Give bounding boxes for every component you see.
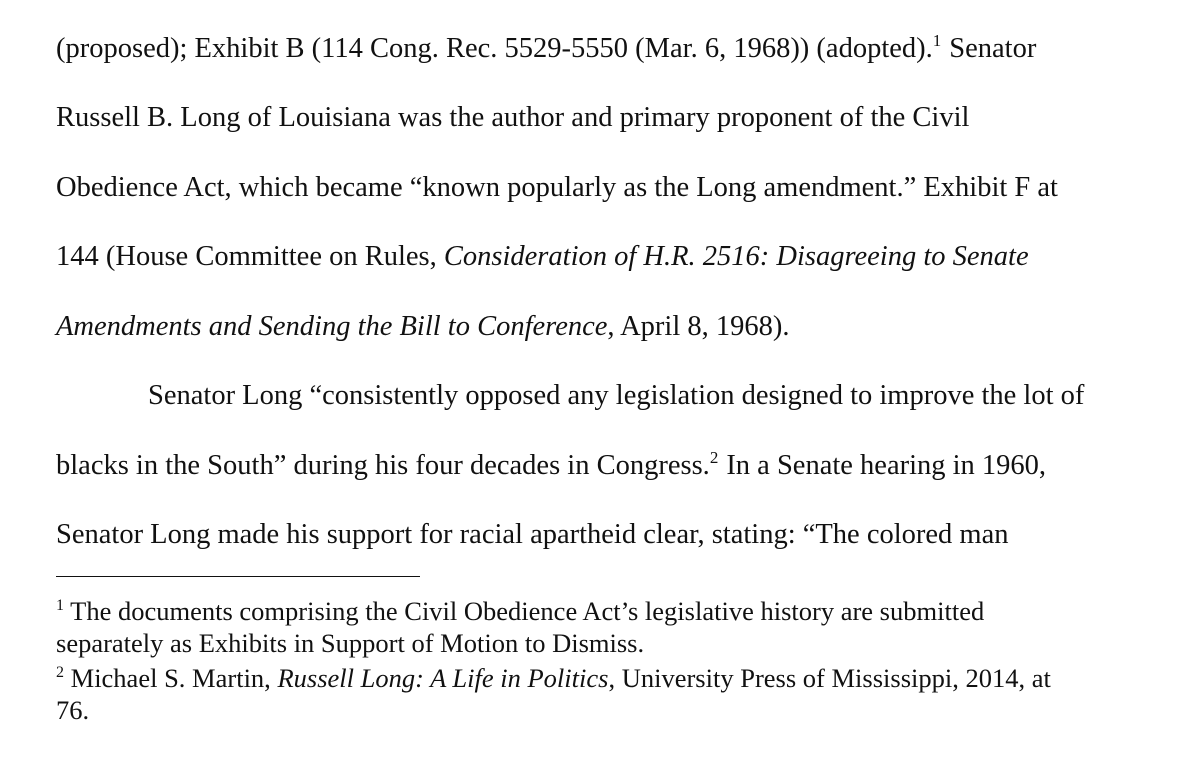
footnote-reference[interactable]: 2 [709,448,719,467]
body-line [56,310,790,344]
footnote-1 [56,596,984,626]
footnote-1-continued [56,628,644,658]
footnote-text: Michael S. Martin, [64,663,278,693]
body-text: (proposed); Exhibit B (114 Cong. Rec. 5529-5550 (Mar. 6, 1968)) (adopted). [56,33,933,64]
footnote-2 [56,663,1051,693]
body-text: In a Senate hearing in 1960, [726,450,1047,481]
body-text: , April 8, 1968). [607,311,790,342]
footnote-separator [56,576,420,577]
paragraph-first-line [148,379,1084,413]
body-text: Senator [949,33,1037,64]
body-text: Obedience Act, which became “known popularly as the Long amendment.” Exhibit F at [56,172,1058,203]
footnote-number: 2 [56,664,64,681]
body-text: Senator Long made his support for racial apartheid clear, stating: “The colored man [56,519,1009,550]
footnote-text: separately as Exhibits in Support of Motion to Dismiss. [56,628,645,658]
body-line [56,240,1029,274]
footnote-reference[interactable]: 1 [932,31,942,50]
body-text: 144 (House Committee on Rules, [56,241,444,272]
body-line [56,32,1036,66]
footnote-text: 76. [56,695,90,725]
footnote-2-continued [56,695,89,725]
footnote-text: The documents comprising the Civil Obedience Act’s legislative history are submitted [64,596,985,626]
footnote-text: , University Press of Mississippi, 2014, at [608,663,1051,693]
citation-title: Consideration of H.R. 2516: Disagreeing to Senate [443,241,1029,272]
body-line [56,449,1046,483]
body-text: Russell B. Long of Louisiana was the author and primary proponent of the Civil [56,102,970,133]
body-text: Senator Long “consistently opposed any legislation designed to improve the lot of [148,380,1085,411]
body-text: blacks in the South” during his four decades in Congress. [56,450,710,481]
citation-title: Amendments and Sending the Bill to Conference [56,311,608,342]
body-line [56,101,969,135]
body-line [56,171,1058,205]
book-title: Russell Long: A Life in Politics [277,663,609,693]
footnote-number: 1 [56,597,64,614]
body-line [56,518,1008,552]
